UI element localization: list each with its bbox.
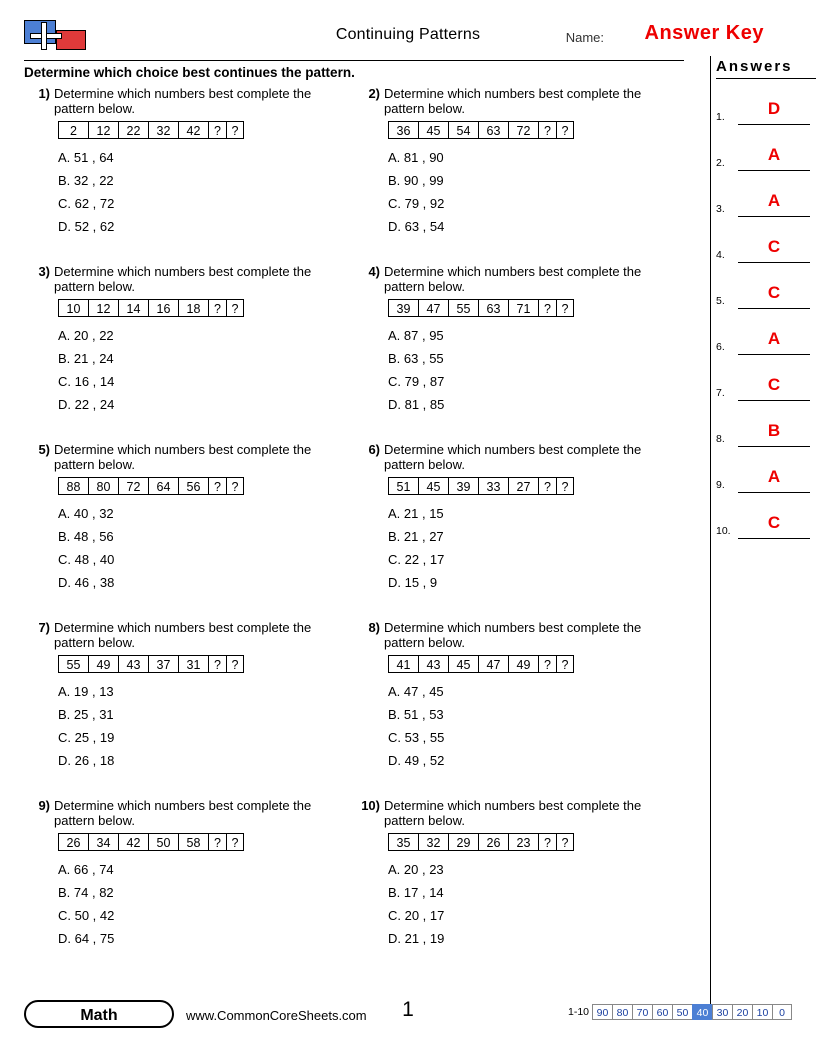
sequence-cell-blank: ? [556,833,574,851]
choice-option[interactable]: A. 81 , 90 [388,150,444,165]
sequence-cell: 49 [88,655,118,673]
sequence-cell: 51 [388,477,418,495]
problem-number: 6) [368,442,380,457]
sequence-cell-blank: ? [208,477,226,495]
choice-option[interactable]: D. 26 , 18 [58,753,115,768]
sequence-cell-blank: ? [556,299,574,317]
problem-number: 4) [368,264,380,279]
problem-item [354,86,684,246]
answer-row [716,125,816,171]
sequence-cell: 32 [418,833,448,851]
sequence-cell-blank: ? [226,121,244,139]
problem-item [354,442,684,602]
choice-list [388,680,684,772]
grading-scale-cell: 90 [592,1004,612,1020]
sequence-cell: 2 [58,121,88,139]
grading-scale-cell: 10 [752,1004,772,1020]
choice-option[interactable]: C. 50 , 42 [58,908,115,923]
answer-index: 4. [716,249,725,261]
answer-value[interactable]: D [738,94,810,125]
page-number: 1 [402,998,414,1021]
sequence-cell-blank: ? [556,121,574,139]
subject-badge: Math [24,1000,174,1028]
sequence-cell-blank: ? [538,299,556,317]
sequence-cell: 14 [118,299,148,317]
sequence-cell: 45 [418,477,448,495]
problem-item [354,264,684,424]
sequence-cell: 72 [118,477,148,495]
problem-prompt: Determine which numbers best complete the pattern below. [54,86,312,116]
pattern-sequence [388,833,684,851]
problem-prompt: Determine which numbers best complete the pattern below. [384,86,642,116]
sequence-cell-blank: ? [226,833,244,851]
choice-list [58,502,354,594]
pattern-sequence [388,655,684,673]
page-footer [24,998,792,1038]
sequence-cell: 58 [178,833,208,851]
answer-row [716,79,816,125]
sequence-cell-blank: ? [538,477,556,495]
answer-value[interactable]: C [738,232,810,263]
problem-prompt: Determine which numbers best complete the pattern below. [384,264,642,294]
sequence-cell: 33 [478,477,508,495]
grading-scale-cell: 20 [732,1004,752,1020]
sequence-cell: 39 [448,477,478,495]
answer-row [716,171,816,217]
sequence-cell: 42 [118,833,148,851]
sequence-cell: 32 [148,121,178,139]
answer-index: 5. [716,295,725,307]
choice-option[interactable]: C. 48 , 40 [58,552,115,567]
problem-item [354,798,684,958]
sequence-cell: 26 [478,833,508,851]
choice-option[interactable]: A. 87 , 95 [388,328,444,343]
sequence-cell: 64 [148,477,178,495]
answer-key-badge: Answer Key [644,22,764,44]
sequence-cell: 80 [88,477,118,495]
choice-option[interactable]: B. 74 , 82 [58,885,114,900]
sequence-cell-blank: ? [208,833,226,851]
sequence-cell: 39 [388,299,418,317]
grading-scale-cell: 60 [652,1004,672,1020]
answer-value[interactable]: A [738,462,810,493]
pattern-sequence [58,833,354,851]
grading-scale-cell-highlighted: 40 [692,1004,712,1020]
sequence-cell-blank: ? [208,299,226,317]
answer-index: 3. [716,203,725,215]
sequence-cell: 26 [58,833,88,851]
problems-grid [24,86,684,976]
problem-number: 5) [38,442,50,457]
sequence-cell: 55 [448,299,478,317]
grading-scale-label: 1-10 [567,1006,589,1018]
problem-number: 8) [368,620,380,635]
sequence-cell: 10 [58,299,88,317]
choice-option[interactable]: D. 46 , 38 [58,575,115,590]
problem-item [24,442,354,602]
sequence-cell: 50 [148,833,178,851]
answer-row [716,263,816,309]
sequence-cell: 16 [148,299,178,317]
choice-list [388,146,684,238]
website-url[interactable]: www.CommonCoreSheets.com [186,1008,367,1023]
sequence-cell-blank: ? [538,121,556,139]
choice-option[interactable]: B. 25 , 31 [58,707,114,722]
sequence-cell-blank: ? [208,121,226,139]
answer-row [716,447,816,493]
answer-index: 2. [716,157,725,169]
choice-list [388,324,684,416]
sequence-cell: 12 [88,121,118,139]
sequence-cell: 41 [388,655,418,673]
choice-option[interactable]: B. 21 , 27 [388,529,444,544]
pattern-sequence [388,477,684,495]
answer-value[interactable]: B [738,416,810,447]
problem-number: 9) [38,798,50,813]
choice-option[interactable]: D. 49 , 52 [388,753,445,768]
answers-heading: Answers [716,58,816,79]
choice-option[interactable]: A. 66 , 74 [58,862,114,877]
sequence-cell-blank: ? [226,655,244,673]
sequence-cell-blank: ? [208,655,226,673]
problem-prompt: Determine which numbers best complete the pattern below. [384,442,642,472]
choice-option[interactable]: B. 32 , 22 [58,173,114,188]
choice-option[interactable]: D. 15 , 9 [388,575,438,590]
sequence-cell-blank: ? [538,655,556,673]
name-label: Name: [565,30,604,45]
sequence-cell: 34 [88,833,118,851]
sequence-cell: 47 [478,655,508,673]
sequence-cell: 43 [418,655,448,673]
answer-index: 9. [716,479,725,491]
problem-item [354,620,684,780]
choice-option[interactable]: C. 62 , 72 [58,196,115,211]
sequence-cell: 18 [178,299,208,317]
choice-option[interactable]: D. 63 , 54 [388,219,445,234]
answer-index: 1. [716,111,725,123]
choice-list [58,146,354,238]
answer-index: 10. [716,525,731,537]
choice-option[interactable]: C. 20 , 17 [388,908,445,923]
choice-option[interactable]: D. 81 , 85 [388,397,445,412]
choice-list [58,858,354,950]
sequence-cell: 29 [448,833,478,851]
answers-column [716,58,816,539]
choice-option[interactable]: C. 25 , 19 [58,730,115,745]
choice-list [58,324,354,416]
answer-value[interactable]: A [738,186,810,217]
sequence-cell: 63 [478,299,508,317]
grading-scale-cell: 70 [632,1004,652,1020]
choice-option[interactable]: D. 22 , 24 [58,397,115,412]
choice-option[interactable]: D. 52 , 62 [58,219,115,234]
sequence-cell: 36 [388,121,418,139]
problem-prompt: Determine which numbers best complete the pattern below. [384,798,642,828]
sequence-cell: 63 [478,121,508,139]
answer-value[interactable]: C [738,278,810,309]
answer-row [716,217,816,263]
sequence-cell: 71 [508,299,538,317]
sequence-cell: 23 [508,833,538,851]
choice-option[interactable]: B. 21 , 24 [58,351,114,366]
choice-option[interactable]: A. 19 , 13 [58,684,114,699]
answer-row [716,401,816,447]
choice-option[interactable]: C. 16 , 14 [58,374,115,389]
sequence-cell: 49 [508,655,538,673]
choice-option[interactable]: B. 48 , 56 [58,529,114,544]
pattern-sequence [58,655,354,673]
answer-column-divider [710,56,711,1014]
choice-option[interactable]: B. 17 , 14 [388,885,444,900]
grading-scale [568,1004,792,1020]
choice-option[interactable]: B. 63 , 55 [388,351,444,366]
choice-option[interactable]: A. 21 , 15 [388,506,444,521]
problem-number: 10) [361,798,380,813]
sequence-cell: 88 [58,477,88,495]
sequence-cell-blank: ? [226,477,244,495]
pattern-sequence [388,299,684,317]
choice-option[interactable]: B. 51 , 53 [388,707,444,722]
problem-item [24,620,354,780]
pattern-sequence [58,121,354,139]
sequence-cell: 56 [178,477,208,495]
sequence-cell: 72 [508,121,538,139]
problem-prompt: Determine which numbers best complete the pattern below. [54,264,312,294]
sequence-cell-blank: ? [538,833,556,851]
sequence-cell: 37 [148,655,178,673]
grading-scale-cell: 50 [672,1004,692,1020]
problem-number: 1) [38,86,50,101]
problem-prompt: Determine which numbers best complete the pattern below. [54,620,312,650]
problem-number: 2) [368,86,380,101]
choice-option[interactable]: D. 64 , 75 [58,931,115,946]
answer-value[interactable]: C [738,508,810,539]
choice-option[interactable]: A. 20 , 22 [58,328,114,343]
answer-value[interactable]: A [738,140,810,171]
answer-value[interactable]: C [738,370,810,401]
grading-scale-cell: 80 [612,1004,632,1020]
answer-index: 8. [716,433,725,445]
problem-item [24,264,354,424]
choice-option[interactable]: A. 20 , 23 [388,862,444,877]
grading-scale-cell: 0 [772,1004,792,1020]
problem-item [24,86,354,246]
sequence-cell: 12 [88,299,118,317]
sequence-cell: 42 [178,121,208,139]
choice-list [388,502,684,594]
sequence-cell: 54 [448,121,478,139]
answer-index: 7. [716,387,725,399]
problem-prompt: Determine which numbers best complete the pattern below. [384,620,642,650]
page-header [24,18,792,58]
sequence-cell: 55 [58,655,88,673]
sequence-cell: 43 [118,655,148,673]
sequence-cell: 45 [448,655,478,673]
answer-row [716,309,816,355]
sequence-cell: 27 [508,477,538,495]
problem-prompt: Determine which numbers best complete the pattern below. [54,442,312,472]
pattern-sequence [388,121,684,139]
choice-list [58,680,354,772]
problem-prompt: Determine which numbers best complete the pattern below. [54,798,312,828]
sequence-cell: 35 [388,833,418,851]
problem-number: 3) [38,264,50,279]
problem-item [24,798,354,958]
choice-list [388,858,684,950]
choice-option[interactable]: B. 90 , 99 [388,173,444,188]
problem-number: 7) [38,620,50,635]
pattern-sequence [58,477,354,495]
grading-scale-cell: 30 [712,1004,732,1020]
choice-option[interactable]: C. 79 , 87 [388,374,445,389]
answer-row [716,355,816,401]
choice-option[interactable]: A. 40 , 32 [58,506,114,521]
sequence-cell-blank: ? [556,655,574,673]
sequence-cell: 45 [418,121,448,139]
page-title: Continuing Patterns [335,26,481,43]
choice-option[interactable]: D. 21 , 19 [388,931,445,946]
choice-option[interactable]: A. 47 , 45 [388,684,444,699]
sequence-cell: 31 [178,655,208,673]
sequence-cell-blank: ? [556,477,574,495]
answer-index: 6. [716,341,725,353]
sequence-cell: 47 [418,299,448,317]
sequence-cell-blank: ? [226,299,244,317]
sequence-cell: 22 [118,121,148,139]
choice-option[interactable]: A. 51 , 64 [58,150,114,165]
choice-option[interactable]: C. 79 , 92 [388,196,445,211]
choice-option[interactable]: C. 53 , 55 [388,730,445,745]
instruction-text: Determine which choice best continues the pattern. [24,60,684,80]
choice-option[interactable]: C. 22 , 17 [388,552,445,567]
answer-row [716,493,816,539]
answer-value[interactable]: A [738,324,810,355]
pattern-sequence [58,299,354,317]
